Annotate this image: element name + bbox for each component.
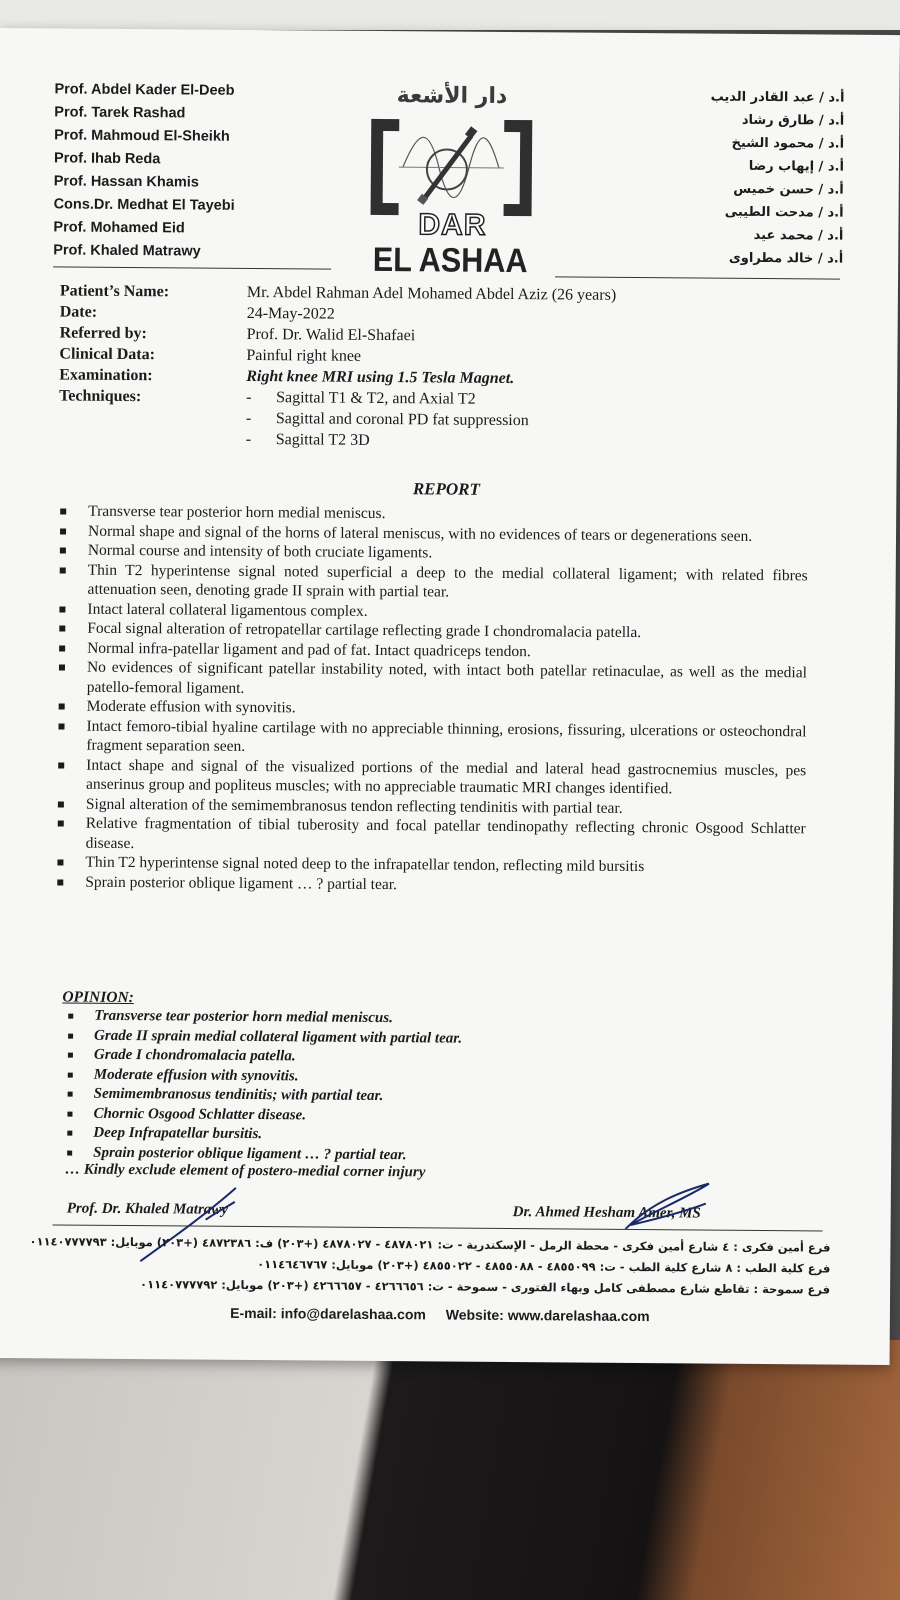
finding-text: Sprain posterior oblique ligament … ? partial tear. — [85, 873, 397, 893]
staff-list-english — [53, 78, 235, 263]
branch-address: فرع أمين فكرى : ٤ شارع أمين فكرى - محطة الرمل - الإسكندرية - ت: ٤٨٧٨٠٢١ - ٤٨٧٨٠٢٧ (+٢٠٣) ف: ٤٨٧٢٣٨٦ (+٢٠٣) موبايل: ٠١١٤٠٧٧٧٧٩٣ — [29, 1234, 831, 1255]
finding-text: Normal course and intensity of both cruciate ligaments. — [87, 541, 433, 562]
branch-address: فرع كلية الطب : ٨ شارع كلية الطب - ت: ٤٨٥٥٠٩٩ - ٤٨٥٥٠٨٨ - ٤٨٥٥٠٢٢ (+٢٠٣) موبايل: ٠١١٤٦٤٦٧٦٧ — [257, 1257, 831, 1276]
opinion-text: Grade II sprain medial collateral ligament with partial tear. — [94, 1027, 463, 1047]
finding-text: Intact femoro-tibial hyaline cartilage with no appreciable thinning, erosions, fissuring, ulcerations or osteochondral fragment separation seen. — [86, 717, 807, 755]
staff-name-arabic: أ.د / محمد عيد — [753, 227, 844, 244]
bullet-icon — [67, 1131, 72, 1136]
technique-text: Sagittal T1 & T2, and Axial T2 — [276, 389, 476, 408]
staff-name: Prof. Mohamed Eid — [53, 219, 185, 237]
opinion-title: OPINION: — [62, 988, 134, 1007]
closing-note: … Kindly exclude element of postero-medial corner injury — [64, 1161, 426, 1181]
report-paper — [0, 28, 900, 1365]
finding-text: Normal shape and signal of the horns of lateral meniscus, with no evidences of tears or degenerations seen. — [87, 522, 753, 545]
staff-name: Prof. Tarek Rashad — [54, 104, 186, 122]
background-surface — [0, 1340, 900, 1600]
bullet-icon — [67, 1111, 72, 1116]
field-label: Examination: — [59, 366, 153, 385]
dash: - — [245, 409, 252, 427]
staff-list-arabic — [709, 86, 844, 271]
bullet-icon — [58, 762, 64, 768]
header-divider — [53, 266, 331, 269]
finding-item — [56, 813, 806, 858]
logo-el-ashaa-text: EL ASHAA — [372, 240, 528, 281]
examination-value: Right knee MRI using 1.5 Tesla Magnet. — [246, 367, 515, 388]
findings-list — [55, 501, 808, 897]
field-label: Clinical Data: — [59, 345, 156, 364]
bullet-icon — [60, 547, 66, 553]
bullet-icon — [59, 606, 65, 612]
bullet-icon — [68, 1092, 73, 1097]
patient-info — [59, 280, 617, 449]
finding-text: Intact lateral collateral ligamentous complex. — [87, 600, 368, 620]
opinion-text: Deep Infrapatellar bursitis. — [93, 1124, 263, 1143]
bullet-icon — [68, 1053, 73, 1058]
date-value: 24-May-2022 — [246, 304, 335, 323]
patient-name-value: Mr. Abdel Rahman Adel Mohamed Abdel Aziz (26 years) — [246, 283, 617, 304]
finding-item — [58, 560, 808, 605]
email-text: E-mail: info@darelashaa.com — [230, 1304, 426, 1323]
finding-text: Focal signal alteration of retropatellar cartilage reflecting grade I chondromalacia patella. — [87, 619, 642, 642]
bullet-icon — [57, 859, 63, 865]
bullet-icon — [58, 801, 64, 807]
background-top — [0, 0, 900, 30]
finding-text: Transverse tear posterior horn medial meniscus. — [88, 502, 386, 523]
staff-name-arabic: أ.د / عبد القادر الديب — [710, 89, 845, 106]
field-label: Patient’s Name: — [59, 282, 170, 301]
finding-text: Relative fragmentation of tibial tuberosity and focal patellar tendinopathy reflecting chronic Osgood Schlatter disease. — [85, 814, 806, 852]
bullet-icon — [59, 645, 65, 651]
report-title: REPORT — [412, 479, 480, 499]
contact-info — [0, 1303, 890, 1326]
logo-dar-text: DAR — [418, 208, 487, 242]
branch-address: فرع سموحة : تقاطع شارع مصطفى كامل وبهاء الفتورى - سموحة - ت: ٤٢٦٦٦٥٦ - ٤٢٦٦٦٥٧ (+٢٠٣) موبايل: ٠١١٤٠٧٧٧٧٩٢ — [140, 1277, 831, 1297]
logo-frame-icon — [369, 117, 535, 218]
signature-left: Prof. Dr. Khaled Matrawy — [66, 1200, 229, 1218]
staff-name: Prof. Mahmoud El-Sheikh — [54, 127, 230, 145]
header-divider — [555, 276, 840, 279]
dash: - — [246, 388, 252, 406]
bullet-icon — [58, 723, 64, 729]
dash: - — [245, 430, 252, 448]
technique-text: Sagittal and coronal PD fat suppression — [275, 410, 529, 430]
opinion-text: Semimembranosus tendinitis; with partial tear. — [93, 1085, 384, 1105]
bullet-icon — [59, 625, 65, 631]
finding-text: Intact shape and signal of the visualized portions of the medial and lateral head gastrocnemius muscles, pes anserinus group and popliteus muscles; with no appreciable traumatic MRI changes identified. — [85, 756, 807, 798]
bullet-icon — [58, 820, 64, 826]
finding-text: Thin T2 hyperintense signal noted superficial a deep to the medial collateral ligament; with related fibres attenuation seen, denoting grade II sprain with partial tear. — [87, 561, 808, 601]
staff-name: Prof. Khaled Matrawy — [53, 242, 201, 260]
logo-arabic-text: دار الأشعة — [396, 83, 508, 109]
field-label: Date: — [59, 303, 98, 321]
finding-text: Moderate effusion with synovitis. — [86, 697, 296, 717]
signature-right: Dr. Ahmed Hesham Amer, MS — [512, 1204, 701, 1222]
field-label: Referred by: — [59, 324, 147, 343]
opinion-text: Moderate effusion with synovitis. — [93, 1066, 299, 1084]
staff-name-arabic: أ.د / حسن خميس — [733, 181, 844, 198]
website-text: Website: www.darelashaa.com — [445, 1306, 650, 1325]
opinion-text: Chornic Osgood Schlatter disease. — [93, 1105, 307, 1123]
bullet-icon — [59, 703, 65, 709]
bullet-icon — [68, 1033, 73, 1038]
technique-text: Sagittal T2 3D — [275, 431, 370, 449]
opinion-list — [65, 1007, 786, 1169]
bullet-icon — [60, 508, 66, 514]
finding-text: Normal infra-patellar ligament and pad of fat. Intact quadriceps tendon. — [87, 639, 531, 660]
finding-text: Thin T2 hyperintense signal noted deep to the infrapatellar tendon, reflecting mild bursitis — [85, 853, 645, 876]
staff-name-arabic: أ.د / محمود الشيخ — [731, 135, 845, 152]
finding-item — [57, 657, 807, 702]
bullet-icon — [67, 1150, 72, 1155]
staff-name-arabic: أ.د / مدحت الطيبى — [724, 204, 844, 221]
staff-name: Prof. Ihab Reda — [53, 150, 161, 168]
footer-divider — [53, 1224, 823, 1231]
finding-item — [56, 716, 806, 761]
bullet-icon — [60, 567, 66, 573]
opinion-text: Transverse tear posterior horn medial meniscus. — [94, 1007, 393, 1027]
bullet-icon — [59, 664, 65, 670]
staff-name: Prof. Hassan Khamis — [53, 173, 199, 191]
finding-text: Signal alteration of the semimembranosus tendon reflecting tendinitis with partial tear. — [85, 795, 623, 817]
clinical-data-value: Painful right knee — [246, 346, 362, 365]
staff-name-arabic: أ.د / طارق رشاد — [741, 112, 845, 129]
staff-name: Cons.Dr. Medhat El Tayebi — [53, 196, 235, 214]
opinion-text: Grade I chondromalacia patella. — [93, 1046, 296, 1065]
finding-text: No evidences of significant patellar instability noted, with intact both patellar retinaculae, as well as the medial patello-femoral ligament. — [86, 658, 808, 697]
finding-item — [56, 755, 806, 800]
clinic-logo — [368, 83, 535, 284]
bullet-icon — [60, 528, 66, 534]
staff-name-arabic: أ.د / خالد مطراوى — [728, 250, 844, 267]
staff-name-arabic: أ.د / إيهاب رضا — [748, 158, 844, 175]
bullet-icon — [68, 1014, 73, 1019]
bullet-icon — [68, 1072, 73, 1077]
opinion-text: Sprain posterior oblique ligament … ? partial tear. — [93, 1144, 407, 1163]
referred-value: Prof. Dr. Walid El-Shafaei — [246, 325, 416, 345]
bullet-icon — [57, 879, 63, 885]
field-label: Techniques: — [59, 387, 142, 406]
staff-name: Prof. Abdel Kader El-Deeb — [54, 81, 235, 99]
